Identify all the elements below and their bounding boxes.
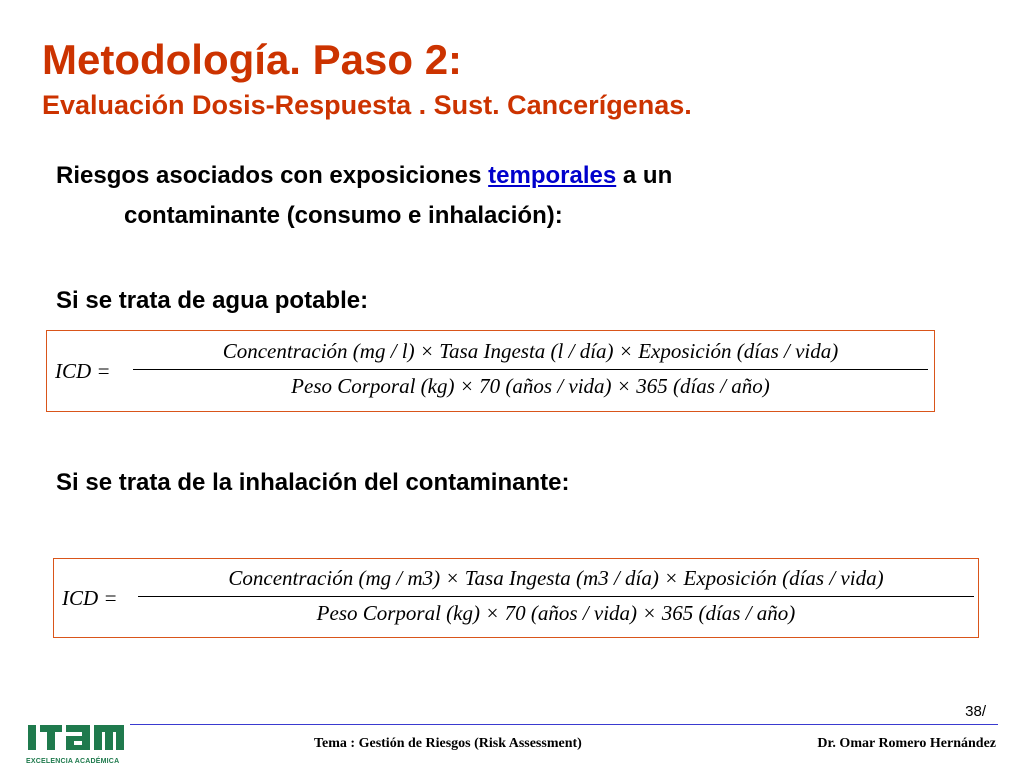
formula-inhalation-box bbox=[53, 558, 979, 638]
intro-text-after: a un bbox=[616, 162, 673, 189]
water-label: Si se trata de agua potable: bbox=[56, 287, 369, 314]
fraction-bar bbox=[138, 596, 974, 597]
fraction-bar bbox=[133, 369, 928, 370]
intro-paragraph bbox=[56, 156, 936, 236]
inhalation-label: Si se trata de la inhalación del contaminante: bbox=[56, 469, 570, 496]
slide-subtitle: Evaluación Dosis-Respuesta . Sust. Cancerígenas. bbox=[42, 90, 692, 120]
footer-rule bbox=[130, 724, 998, 725]
footer-topic: Tema : Gestión de Riesgos (Risk Assessment) bbox=[314, 736, 582, 751]
footer-author: Dr. Omar Romero Hernández bbox=[817, 736, 996, 751]
formula-inhalation-fraction bbox=[138, 566, 974, 626]
formula-inhalation-numerator: Concentración (mg / m3) × Tasa Ingesta (m3 / día) × Exposición (días / vida) bbox=[228, 566, 884, 590]
formula-water-fraction bbox=[133, 339, 928, 399]
itam-logo bbox=[26, 722, 130, 765]
temporales-link[interactable]: temporales bbox=[488, 162, 617, 189]
formula-water-numerator: Concentración (mg / l) × Tasa Ingesta (l / día) × Exposición (días / vida) bbox=[222, 339, 839, 363]
intro-text-line2: contaminante (consumo e inhalación): bbox=[124, 202, 563, 229]
intro-text-before: Riesgos asociados con exposiciones bbox=[56, 162, 489, 189]
formula-inhalation-denominator: Peso Corporal (kg) × 70 (años / vida) × 365 (días / año) bbox=[316, 601, 796, 625]
formula-water-denominator: Peso Corporal (kg) × 70 (años / vida) × 365 (días / año) bbox=[291, 374, 770, 398]
itam-logo-icon bbox=[26, 722, 126, 752]
formula-water-lhs: ICD = bbox=[55, 358, 111, 383]
page-number: 38/ bbox=[965, 703, 986, 720]
formula-inhalation-lhs: ICD = bbox=[62, 585, 118, 610]
formula-water-box bbox=[46, 330, 935, 412]
logo-tagline: EXCELENCIA ACADÉMICA bbox=[26, 758, 120, 765]
slide-title: Metodología. Paso 2: bbox=[42, 36, 463, 83]
